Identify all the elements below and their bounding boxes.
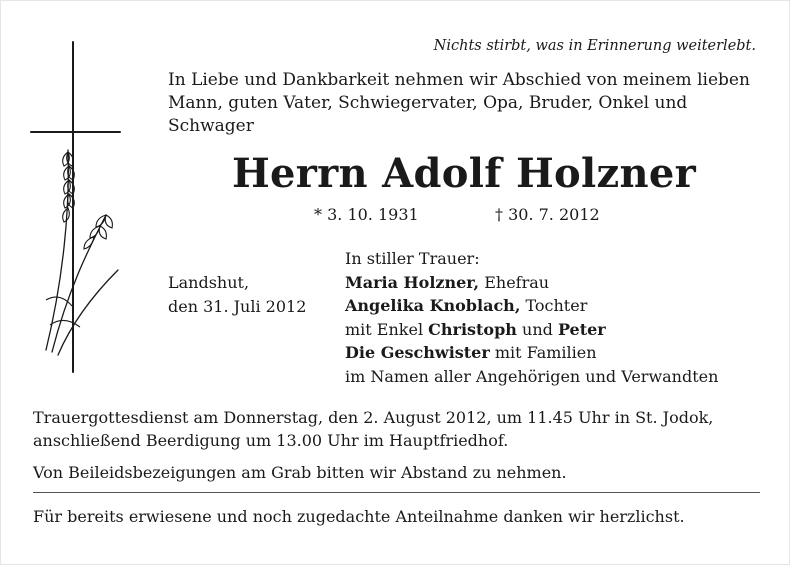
condolence-note: Von Beileidsbezeigungen am Grab bitten wir Abstand zu nehmen. <box>33 463 567 482</box>
intro-text: In Liebe und Dankbarkeit nehmen wir Abschied von meinem lieben Mann, guten Vater, Schwiegervater, Opa, Bruder, Onkel und Schwager <box>168 70 750 136</box>
date: den 31. Juli 2012 <box>168 296 307 316</box>
motto: Nichts stirbt, was in Erinnerung weiterlebt. <box>433 38 756 54</box>
mourner-relation: mit Familien <box>489 343 597 362</box>
mourner-line <box>345 341 718 365</box>
mourner-line <box>345 294 718 318</box>
mourner-text: mit Enkel <box>345 319 429 339</box>
mourner-name: Maria Holzner, <box>345 272 480 292</box>
death-date: † 30. 7. 2012 <box>495 205 600 224</box>
mourner-name: Christoph <box>428 319 517 339</box>
place: Landshut, <box>168 273 250 292</box>
service-info: Trauergottesdienst am Donnerstag, den 2. August 2012, um 11.45 Uhr in St. Jodok, anschließend Beerdigung um 13.00 Uhr im Hauptfriedhof. <box>33 408 714 450</box>
mourner-relation: Ehefrau <box>479 272 550 292</box>
mourner-line: im Namen aller Angehörigen und Verwandten <box>345 366 719 386</box>
mourner-name: Die Geschwister <box>345 343 490 362</box>
mourner-line <box>345 318 718 342</box>
thanks-note: Für bereits erwiesene und noch zugedachte Anteilnahme danken wir herzlichst. <box>33 507 685 526</box>
birth-date: * 3. 10. 1931 <box>314 205 419 224</box>
mourners-block <box>345 247 718 388</box>
mourner-name: Angelika Knoblach, <box>345 296 521 315</box>
divider <box>33 492 760 493</box>
deceased-name: Herrn Adolf Holzner <box>231 150 697 197</box>
mourner-text: und <box>516 319 558 339</box>
mourner-relation: Tochter <box>520 296 588 315</box>
cross-with-wheat-icon <box>28 40 128 375</box>
mourning-header: In stiller Trauer: <box>345 249 480 268</box>
mourner-line <box>345 271 718 295</box>
mourner-name: Peter <box>557 319 606 339</box>
place-date-block <box>168 271 306 318</box>
